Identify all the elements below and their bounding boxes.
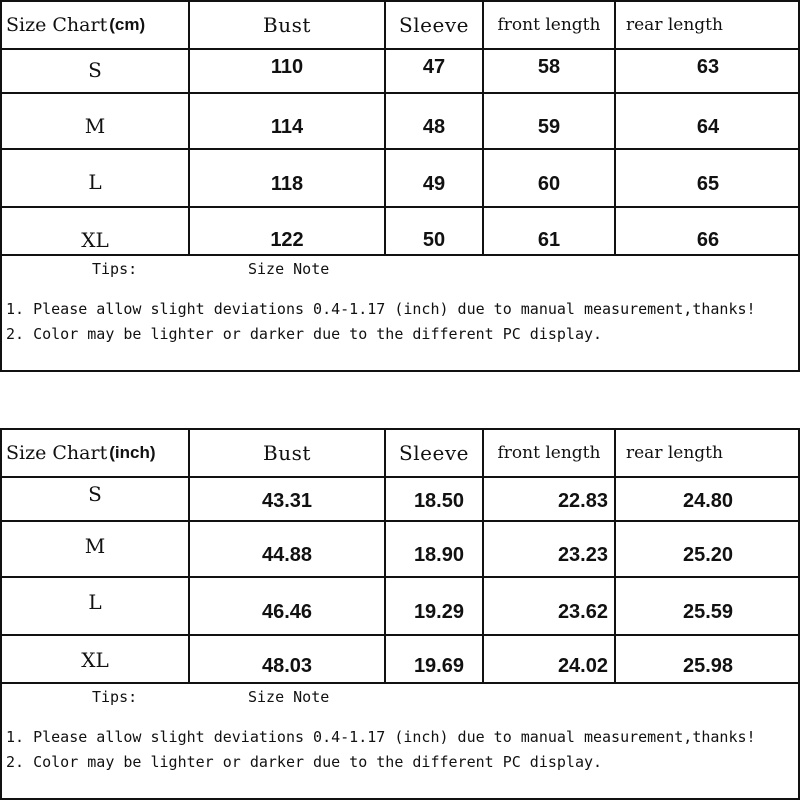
header-row <box>2 430 798 478</box>
chart-title <box>2 430 190 476</box>
table-row <box>2 522 798 578</box>
rear-length-value: 63 <box>696 56 720 78</box>
sleeve-value: 19.69 <box>386 636 484 684</box>
size-label: S <box>2 50 190 92</box>
header-front-length: front length <box>484 2 616 48</box>
size-label: S <box>2 478 190 520</box>
table-row <box>2 208 798 256</box>
size-label: M <box>2 522 190 576</box>
size-label: XL <box>2 636 190 684</box>
note-line: 1. Please allow slight deviations 0.4-1.17 (inch) due to manual measurement,thanks! <box>6 300 756 318</box>
chart-title-text: Size Chart <box>6 14 108 36</box>
bust-value: 43.31 <box>190 478 386 520</box>
header-sleeve: Sleeve <box>386 430 484 476</box>
front-length-value: 23.62 <box>484 578 616 634</box>
bust-value: 118 <box>190 150 386 206</box>
front-length-value: 24.02 <box>484 636 616 684</box>
rear-length-value: 25.20 <box>682 543 734 566</box>
header-rear-length: rear length <box>626 15 723 35</box>
header-row <box>2 2 798 50</box>
rear-length-value: 66 <box>696 228 720 251</box>
size-label: L <box>2 578 190 634</box>
rear-length-value: 25.59 <box>682 600 734 623</box>
note-line: 2. Color may be lighter or darker due to the different PC display. <box>6 753 603 771</box>
sleeve-value: 18.50 <box>386 478 484 520</box>
sleeve-value: 19.29 <box>386 578 484 634</box>
size-label: L <box>2 150 190 206</box>
table-row <box>2 94 798 150</box>
chart-unit: (inch) <box>109 443 156 462</box>
size-label: XL <box>2 208 190 256</box>
chart-title-text: Size Chart <box>6 442 108 464</box>
chart-unit: (cm) <box>109 15 146 34</box>
rear-length-value: 24.80 <box>682 489 734 512</box>
tips-section <box>0 254 800 372</box>
tips-label: Tips: <box>92 260 138 278</box>
bust-value: 46.46 <box>190 578 386 634</box>
tips-section <box>0 682 800 800</box>
note-line: 2. Color may be lighter or darker due to the different PC display. <box>6 325 603 343</box>
front-length-value: 22.83 <box>484 478 616 520</box>
chart-title <box>2 2 190 48</box>
size-note-label: Size Note <box>248 688 330 706</box>
table-row <box>2 636 798 684</box>
front-length-value: 61 <box>484 208 616 256</box>
table-row <box>2 150 798 208</box>
note-line: 1. Please allow slight deviations 0.4-1.17 (inch) due to manual measurement,thanks! <box>6 728 756 746</box>
tips-label: Tips: <box>92 688 138 706</box>
size-table-cm <box>0 0 800 256</box>
header-bust: Bust <box>190 2 386 48</box>
sleeve-value: 48 <box>386 94 484 148</box>
header-bust: Bust <box>190 430 386 476</box>
front-length-value: 60 <box>484 150 616 206</box>
table-row <box>2 578 798 636</box>
rear-length-value: 65 <box>696 172 720 195</box>
front-length-value: 58 <box>484 50 616 92</box>
front-length-value: 59 <box>484 94 616 148</box>
bust-value: 122 <box>190 208 386 256</box>
header-front-length: front length <box>484 430 616 476</box>
size-label: M <box>2 94 190 148</box>
table-row <box>2 50 798 94</box>
bust-value: 44.88 <box>190 522 386 576</box>
sleeve-value: 47 <box>386 50 484 92</box>
table-row <box>2 478 798 522</box>
size-table-inch <box>0 428 800 684</box>
bust-value: 114 <box>190 94 386 148</box>
header-sleeve: Sleeve <box>386 2 484 48</box>
bust-value: 48.03 <box>190 636 386 684</box>
header-rear-length: rear length <box>626 443 723 463</box>
rear-length-value: 64 <box>696 115 720 138</box>
front-length-value: 23.23 <box>484 522 616 576</box>
rear-length-value: 25.98 <box>682 654 734 677</box>
sleeve-value: 49 <box>386 150 484 206</box>
bust-value: 110 <box>190 50 386 92</box>
sleeve-value: 50 <box>386 208 484 256</box>
size-note-label: Size Note <box>248 260 330 278</box>
sleeve-value: 18.90 <box>386 522 484 576</box>
